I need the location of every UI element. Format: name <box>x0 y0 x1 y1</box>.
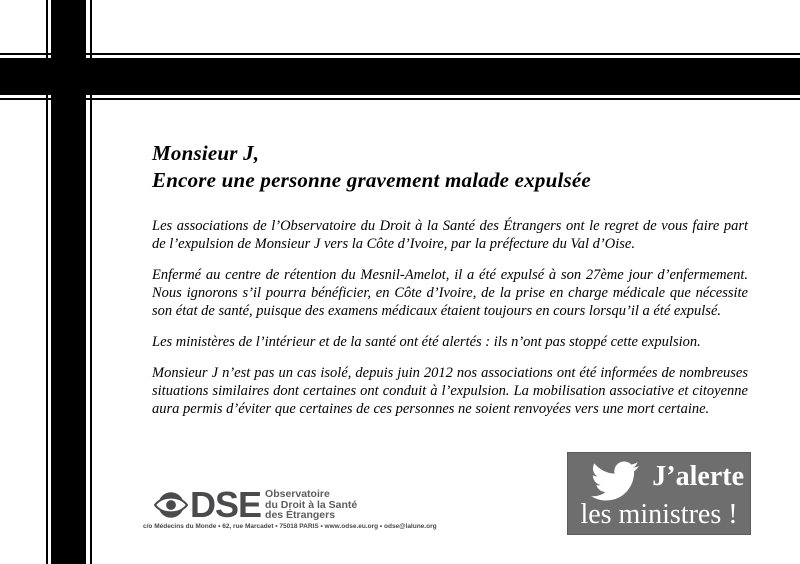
paragraph-expulsion-announcement: Les associations de l’Observatoire du Droit à la Santé des Étrangers ont le regret de vous faire part de l’expulsion de Monsieur J vers la Côte d’Ivoire, par la préfecture du Val d’Oise. <box>152 218 748 252</box>
odse-logo <box>154 483 358 525</box>
alert-ministers-badge[interactable] <box>567 452 751 535</box>
odse-name-line-3: des Étrangers <box>265 509 336 521</box>
alert-badge-line-2: les ministres ! <box>580 499 738 530</box>
paragraph-ministries-alerted: Les ministères de l’intérieur et de la santé ont été alertés : ils n’ont pas stoppé cette expulsion. <box>152 334 701 350</box>
title-line-2: Encore une personne gravement malade expulsée <box>152 168 591 192</box>
eye-icon <box>154 490 188 520</box>
odse-name-line-1: Observatoire <box>265 488 330 500</box>
odse-acronym: DSE <box>190 483 262 525</box>
cross-horizontal-thin-line-top <box>0 53 800 55</box>
cross-horizontal-bar <box>0 58 800 95</box>
cross-horizontal-thin-line-bottom <box>0 98 800 100</box>
alert-badge-line-1: J’alerte <box>652 461 744 492</box>
paragraph-detention-details: Enfermé au centre de rétention du Mesnil-Amelot, il a été expulsé à son 27ème jour d’enfermement. Nous ignorons s’il pourra bénéficier, en Côte d’Ivoire, de la prise en charge médicale que nécessite son état de santé, puisque des examens médicaux étaient toujours en cours lorsqu’il a été expulsé. <box>152 267 748 319</box>
odse-logo-row <box>154 483 358 525</box>
odse-name-line-2: du Droit à la Santé <box>265 498 358 511</box>
odse-name <box>265 489 357 521</box>
paragraph-not-isolated-case: Monsieur J n’est pas un cas isolé, depuis juin 2012 nos associations ont été informées de nombreuses situations similaires dont certaines ont conduit à l’expulsion. La mobilisation associative et citoyenne aura permis d’éviter que certaines de ces personnes ne soient renvoyées vers une mort certaine. <box>152 365 748 417</box>
page-title <box>152 140 748 194</box>
twitter-bird-icon <box>586 457 644 505</box>
odse-address-line: c/o Médecins du Monde • 62, rue Marcadet • 75018 PARIS • www.odse.eu.org • odse@lalune.org <box>143 523 437 530</box>
title-line-1: Monsieur J, <box>152 141 260 165</box>
announcement-body <box>152 140 748 431</box>
